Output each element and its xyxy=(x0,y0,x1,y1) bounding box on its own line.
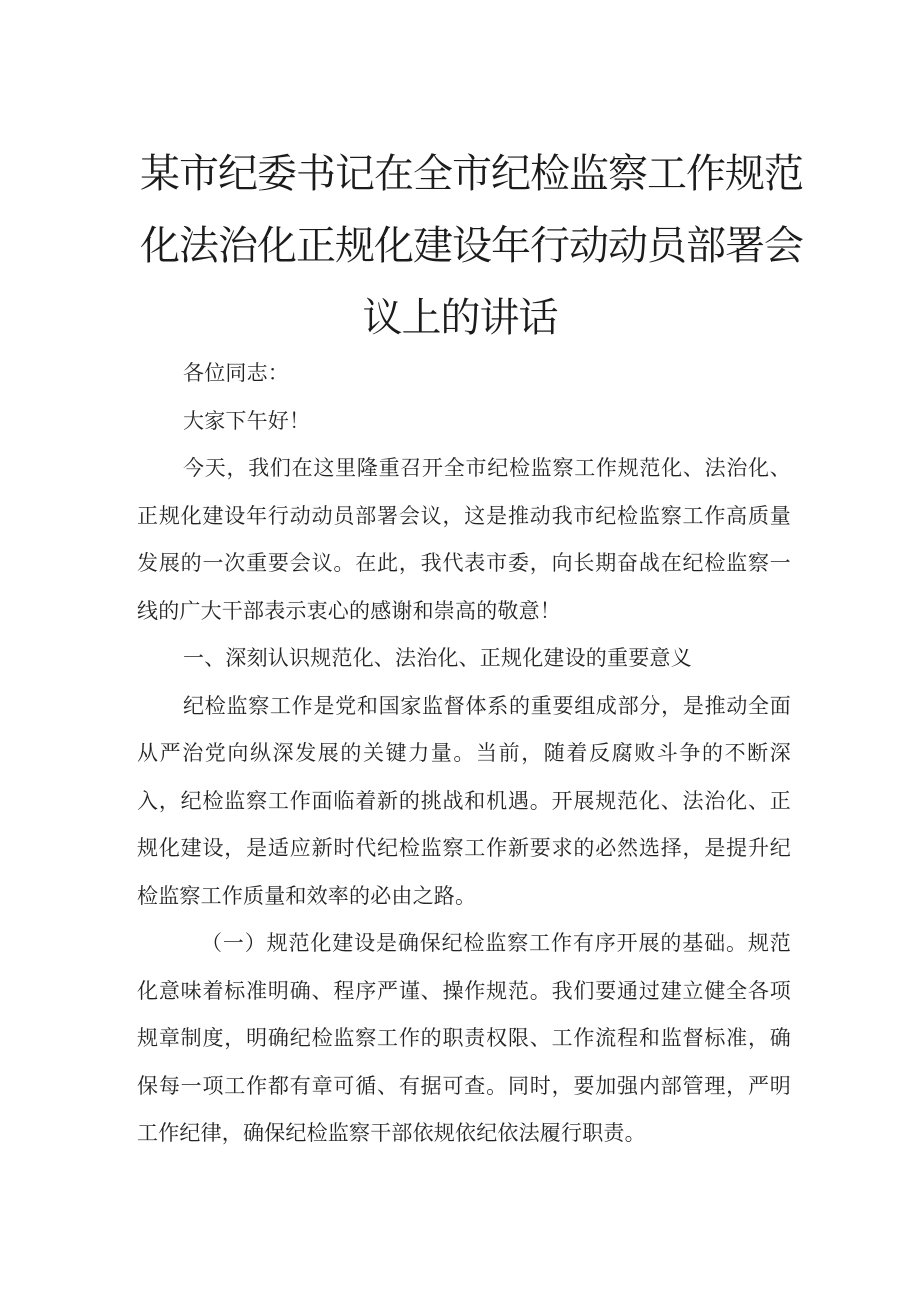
section-heading-1: 一、深刻认识规范化、法治化、正规化建设的重要意义 xyxy=(183,646,692,670)
title-line-1: 某市纪委书记在全市纪检监察工作规范 xyxy=(140,151,803,197)
paragraph-intro: 今天，我们在这里隆重召开全市纪检监察工作规范化、法治化、正规化建设年行动动员部署会议，这是推动我市纪检监察工作高质量发展的一次重要会议。在此，我代表市委，向长期奋战在纪检监察一线的广大干部表示衷心的感谢和崇高的敬意！ xyxy=(137,456,791,623)
greeting: 大家下午好！ xyxy=(183,408,311,433)
document-body xyxy=(137,350,791,1158)
paragraph-significance: 纪检监察工作是党和国家监督体系的重要组成部分，是推动全面从严治党向纵深发展的关键力量。当前，随着反腐败斗争的不断深入，纪检监察工作面临着新的挑战和机遇。开展规范化、法治化、正规化建设，是适应新时代纪检监察工作新要求的必然选择，是提升纪检监察工作质量和效率的必由之路。 xyxy=(137,693,791,908)
salutation: 各位同志： xyxy=(183,361,289,385)
paragraph-subsection-1: （一）规范化建设是确保纪检监察工作有序开展的基础。规范化意味着标准明确、程序严谨、操作规范。我们要通过建立健全各项规章制度，明确纪检监察工作的职责权限、工作流程和监督标准，确保每一项工作都有章可循、有据可查。同时，要加强内部管理，严明工作纪律，确保纪检监察干部依规依纪依法履行职责。 xyxy=(137,931,791,1145)
title-line-2: 化法治化正规化建设年行动动员部署会 xyxy=(140,223,803,269)
title-line-3: 议上的讲话 xyxy=(362,295,558,341)
document-title xyxy=(140,138,803,354)
